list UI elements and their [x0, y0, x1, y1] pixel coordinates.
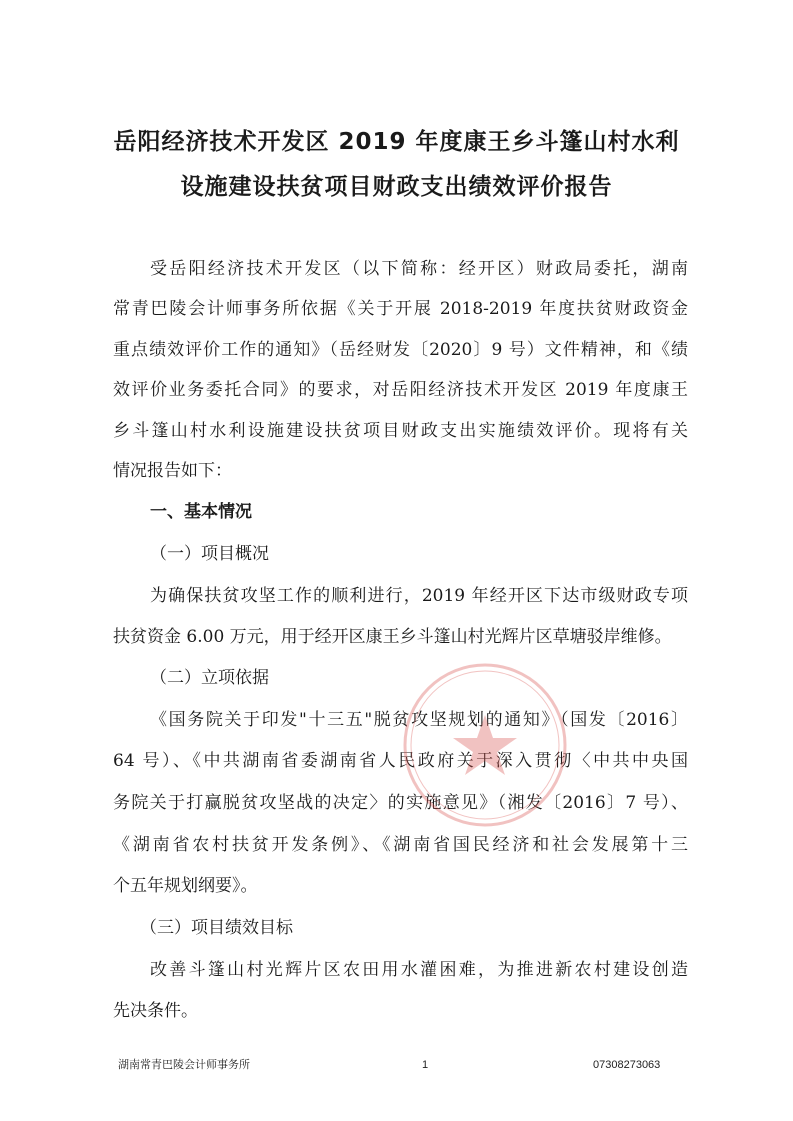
overview-line: 扶贫资金 6.00 万元，用于经开区康王乡斗篷山村光辉片区草塘驳岸维修。 — [113, 627, 672, 647]
overview-line: 为确保扶贫攻坚工作的顺利进行，2019 年经开区下达市级财政专项 — [150, 586, 688, 606]
goals-line: 先决条件。 — [113, 1001, 198, 1021]
section-heading-basic-info: 一、基本情况 — [150, 502, 252, 522]
footer-page-number: 1 — [422, 1059, 429, 1071]
intro-line: 重点绩效评价工作的通知》（岳经财发〔2020〕9 号）文件精神，和《绩 — [113, 340, 688, 360]
footer-firm-name: 湖南常青巴陵会计师事务所 — [118, 1058, 250, 1071]
subsection-heading-goals: （三）项目绩效目标 — [140, 918, 293, 938]
basis-line: 《国务院关于印发"十三五"脱贫攻坚规划的通知》（国发〔2016〕 — [150, 710, 688, 730]
intro-line: 乡斗篷山村水利设施建设扶贫项目财政支出实施绩效评价。现将有关 — [113, 421, 688, 441]
goals-line: 改善斗篷山村光辉片区农田用水灌困难，为推进新农村建设创造 — [150, 960, 688, 980]
intro-line: 受岳阳经济技术开发区（以下简称：经开区）财政局委托，湖南 — [150, 259, 688, 279]
intro-line: 常青巴陵会计师事务所依据《关于开展 2018-2019 年度扶贫财政资金 — [113, 299, 688, 319]
intro-line: 情况报告如下： — [113, 461, 232, 481]
basis-line: 《湖南省农村扶贫开发条例》、《湖南省国民经济和社会发展第十三 — [113, 835, 688, 855]
report-title-line-2: 设施建设扶贫项目财政支出绩效评价报告 — [180, 174, 613, 200]
intro-line: 效评价业务委托合同》的要求，对岳阳经济技术开发区 2019 年度康王 — [113, 380, 688, 400]
subsection-heading-overview: （一）项目概况 — [150, 544, 269, 564]
basis-line: 64 号）、《中共湖南省委湖南省人民政府关于深入贯彻〈中共中央国 — [113, 751, 688, 771]
basis-line: 务院关于打赢脱贫攻坚战的决定〉的实施意见》（湘发〔2016〕7 号）、 — [113, 793, 688, 813]
report-title-line-1: 岳阳经济技术开发区 2019 年度康王乡斗篷山村水利 — [113, 129, 680, 155]
footer-phone-number: 07308273063 — [593, 1059, 661, 1071]
subsection-heading-basis: （二）立项依据 — [150, 668, 269, 688]
basis-line: 个五年规划纲要》。 — [113, 876, 258, 896]
